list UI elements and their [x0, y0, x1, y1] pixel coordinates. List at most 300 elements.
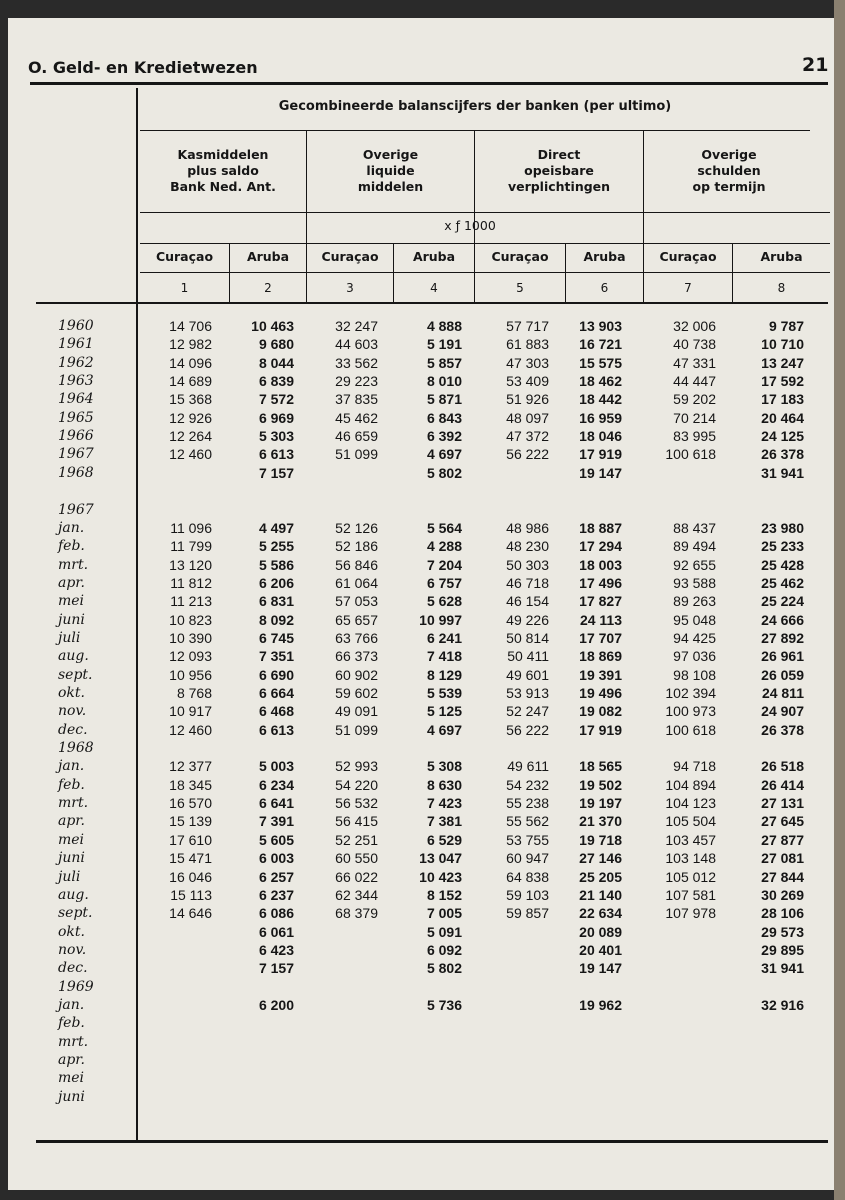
column-group-3-line-3: verplichtingen: [507, 179, 611, 194]
subheader-rule: [140, 272, 830, 273]
table-cell: 25 233: [761, 538, 804, 555]
table-cell: 5 125: [426, 703, 462, 720]
table-cell: 100 618: [665, 721, 716, 738]
table-cell: 57 717: [506, 318, 549, 334]
table-cell: 64 838: [506, 868, 549, 885]
table-cell: 19 718: [579, 831, 622, 848]
table-cell: 21 140: [579, 886, 622, 903]
table-cell: 19 496: [579, 685, 622, 701]
table-cell: 5 802: [426, 960, 462, 977]
table-cell: 40 738: [673, 336, 716, 353]
table-cell: 54 232: [506, 776, 549, 793]
table-cell: 6 641: [258, 795, 294, 812]
table-cell: 17 919: [579, 721, 622, 738]
table-cell: 24 907: [761, 703, 804, 720]
column-number-2: 2: [264, 281, 272, 295]
table-cell: 4 697: [426, 446, 462, 463]
column-group-3-line-2: opeisbare: [524, 163, 594, 178]
row-label: juni: [58, 1088, 85, 1105]
table-cell: 65 657: [335, 611, 378, 628]
table-cell: 5 857: [426, 354, 462, 371]
row-label: 1964: [58, 391, 94, 408]
table-cell: 6 839: [258, 373, 294, 390]
row-label: mrt.: [58, 1033, 89, 1050]
table-cell: 19 147: [579, 960, 622, 977]
table-cell: 94 718: [673, 758, 716, 775]
table-cell: 24 125: [761, 428, 804, 445]
table-cell: 103 148: [665, 850, 716, 867]
table-cell: 26 059: [761, 666, 804, 683]
table-cell: 12 460: [169, 446, 212, 463]
row-label: jan.: [58, 519, 85, 536]
table-cell: 47 372: [506, 428, 549, 445]
table-cell: 22 634: [579, 905, 622, 922]
table-cell: 25 462: [761, 574, 804, 591]
table-cell: 100 973: [665, 703, 716, 720]
column-group-3-line-1: Direct: [537, 147, 581, 162]
table-cell: 18 565: [579, 758, 622, 775]
subheader-2: Aruba: [246, 249, 290, 264]
table-cell: 98 108: [673, 666, 716, 683]
table-cell: 6 613: [258, 721, 294, 738]
table-cell: 95 048: [673, 611, 716, 628]
table-cell: 50 814: [506, 629, 549, 646]
column-number-5: 5: [516, 281, 524, 295]
table-cell: 27 146: [579, 850, 622, 867]
table-cell: 10 997: [419, 611, 462, 628]
table-cell: 6 757: [426, 574, 462, 591]
table-cell: 46 154: [506, 593, 549, 610]
table-cell: 26 518: [761, 758, 804, 775]
row-label: mei: [58, 593, 85, 610]
table-cell: 45 462: [335, 409, 378, 426]
table-cell: 59 857: [506, 905, 549, 922]
table-cell: 6 061: [258, 923, 294, 940]
table-cell: 24 666: [761, 611, 804, 628]
table-cell: 55 562: [506, 813, 549, 830]
table-cell: 6 664: [258, 685, 294, 701]
table-cell: 24 113: [579, 611, 622, 628]
column-group-2-line-2: liquide: [366, 163, 415, 178]
table-cell: 6 690: [258, 666, 294, 683]
table-cell: 5 308: [426, 758, 462, 775]
row-label: apr.: [58, 1052, 85, 1068]
table-cell: 26 414: [761, 776, 804, 793]
table-cell: 47 303: [506, 354, 549, 371]
table-cell: 27 131: [761, 795, 804, 812]
table-cell: 6 745: [258, 629, 294, 646]
table-cell: 6 234: [258, 776, 294, 793]
table-cell: 89 494: [673, 538, 716, 555]
table-cell: 6 392: [426, 428, 462, 445]
table-cell: 6 831: [258, 593, 294, 610]
table-cell: 12 377: [169, 758, 212, 775]
table-cell: 17 592: [761, 373, 804, 390]
table-cell: 5 003: [258, 758, 294, 775]
column-number-7: 7: [684, 281, 692, 295]
row-label: 1960: [58, 318, 94, 334]
table-cell: 20 401: [579, 941, 622, 958]
table-cell: 24 811: [761, 685, 804, 701]
table-cell: 4 888: [426, 318, 462, 334]
table-cell: 21 370: [579, 813, 622, 830]
table-cell: 9 680: [258, 336, 294, 353]
table-cell: 7 351: [258, 648, 294, 665]
table-cell: 19 082: [579, 703, 622, 720]
table-cell: 7 418: [426, 648, 462, 665]
title-rule: [140, 130, 810, 131]
table-cell: 49 091: [335, 703, 378, 720]
table-cell: 62 344: [335, 886, 378, 903]
row-label: juli: [58, 629, 81, 646]
table-cell: 7 157: [258, 464, 294, 481]
table-cell: 18 046: [579, 428, 622, 445]
table-cell: 6 200: [258, 996, 294, 1013]
table-cell: 12 982: [169, 336, 212, 353]
table-cell: 19 197: [579, 795, 622, 812]
table-cell: 105 504: [665, 813, 716, 830]
table-cell: 4 288: [426, 538, 462, 555]
table-cell: 7 423: [426, 795, 462, 812]
table-cell: 5 303: [258, 428, 294, 445]
table-cell: 17 183: [761, 391, 804, 408]
table-cell: 11 812: [170, 574, 212, 591]
section-title: O. Geld- en Kredietwezen: [28, 58, 258, 77]
table-cell: 47 331: [673, 354, 716, 371]
table-cell: 27 844: [761, 868, 804, 885]
table-cell: 59 602: [335, 685, 378, 701]
table-cell: 46 718: [506, 574, 549, 591]
table-cell: 6 423: [258, 941, 294, 958]
row-label: mrt.: [58, 556, 89, 573]
table-cell: 49 611: [507, 758, 549, 775]
table-cell: 107 978: [665, 905, 716, 922]
table-cell: 10 917: [169, 703, 212, 720]
table-cell: 14 689: [169, 373, 212, 390]
table-cell: 26 961: [761, 648, 804, 665]
table-cell: 32 247: [335, 318, 378, 334]
table-cell: 52 126: [335, 519, 378, 536]
table-cell: 37 835: [335, 391, 378, 408]
table-cell: 53 755: [506, 831, 549, 848]
column-group-4-line-3: op termijn: [692, 179, 766, 194]
row-label: feb.: [58, 538, 85, 555]
table-cell: 48 230: [506, 538, 549, 555]
table-cell: 16 721: [579, 336, 622, 353]
table-cell: 7 005: [426, 905, 462, 922]
table-cell: 8 768: [176, 685, 212, 701]
table-cell: 88 437: [673, 519, 716, 536]
table-cell: 56 846: [335, 556, 378, 573]
page-number: 21: [802, 54, 829, 76]
table-cell: 6 086: [258, 905, 294, 922]
subheader-7: Curaçao: [659, 249, 717, 264]
column-group-2-line-3: middelen: [357, 179, 424, 194]
table-cell: 29 895: [761, 941, 804, 958]
table-cell: 8 092: [258, 611, 294, 628]
table-cell: 27 877: [761, 831, 804, 848]
row-label: nov.: [58, 941, 87, 958]
table-cell: 52 993: [335, 758, 378, 775]
table-cell: 59 202: [673, 391, 716, 408]
table-cell: 25 428: [761, 556, 804, 573]
table-cell: 13 047: [419, 850, 462, 867]
table-cell: 28 106: [761, 905, 804, 922]
table-cell: 104 894: [665, 776, 716, 793]
table-cell: 9 787: [768, 318, 804, 334]
row-label: 1968: [58, 464, 94, 481]
table-cell: 5 605: [258, 831, 294, 848]
bottom-rule: [36, 1140, 828, 1143]
table-cell: 8 129: [426, 666, 462, 683]
table-cell: 6 206: [258, 574, 294, 591]
table-cell: 107 581: [665, 886, 716, 903]
table-cell: 15 113: [170, 886, 212, 903]
table-cell: 5 539: [426, 685, 462, 701]
column-number-6: 6: [600, 281, 609, 295]
table-cell: 31 941: [761, 464, 804, 481]
table-cell: 16 046: [169, 868, 212, 885]
table-cell: 17 827: [579, 593, 622, 610]
table-cell: 32 916: [761, 996, 804, 1013]
subheader-1: Curaçao: [155, 249, 214, 264]
table-cell: 7 381: [426, 813, 462, 830]
table-cell: 66 373: [335, 648, 378, 665]
row-label: sept.: [58, 905, 93, 922]
table-cell: 8 010: [426, 373, 462, 390]
subheader-4: Aruba: [412, 249, 456, 264]
column-group-4-line-2: schulden: [697, 163, 761, 178]
row-label: juli: [58, 868, 81, 885]
table-cell: 4 697: [426, 721, 462, 738]
table-cell: 6 969: [258, 409, 294, 426]
table-cell: 27 645: [761, 813, 804, 830]
row-label: mrt.: [58, 795, 89, 812]
table-cell: 6 237: [258, 886, 294, 903]
table-cell: 50 411: [507, 648, 549, 665]
table-cell: 5 191: [426, 336, 462, 353]
table-cell: 51 926: [506, 391, 549, 408]
table-cell: 15 575: [579, 354, 622, 371]
table-cell: 70 214: [673, 409, 716, 426]
table-cell: 63 766: [335, 629, 378, 646]
row-label: 1969: [58, 978, 94, 995]
table-cell: 20 464: [761, 409, 804, 426]
table-cell: 14 706: [169, 318, 212, 334]
row-label: juni: [58, 611, 85, 628]
table-cell: 18 345: [169, 776, 212, 793]
table-cell: 49 601: [506, 666, 549, 683]
column-group-1-line-2: plus saldo: [187, 163, 259, 178]
table-cell: 33 562: [335, 354, 378, 371]
table-cell: 5 628: [426, 593, 462, 610]
table-cell: 44 447: [673, 373, 716, 390]
table-cell: 49 226: [506, 611, 549, 628]
table-cell: 18 442: [579, 391, 622, 408]
table-cell: 12 093: [169, 648, 212, 665]
table-cell: 11 799: [170, 538, 212, 555]
table-cell: 19 391: [579, 666, 622, 683]
table-cell: 5 586: [258, 556, 294, 573]
table-cell: 6 529: [426, 831, 462, 848]
table-cell: 18 003: [579, 556, 622, 573]
subheader-3: Curaçao: [321, 249, 379, 264]
table-cell: 18 869: [579, 648, 622, 665]
table-cell: 27 081: [761, 850, 804, 867]
table-cell: 6 003: [258, 850, 294, 867]
colnum-rule: [36, 302, 828, 304]
table-cell: 6 092: [426, 941, 462, 958]
table-cell: 53 409: [506, 373, 549, 390]
table-cell: 8 630: [426, 776, 462, 793]
table-cell: 61 883: [506, 336, 549, 353]
table-cell: 5 564: [426, 519, 462, 536]
row-label: 1965: [58, 409, 94, 426]
header-rule: [30, 82, 828, 85]
group-rule: [140, 212, 830, 213]
table-cell: 56 222: [506, 446, 549, 463]
row-label: mei: [58, 831, 85, 848]
table-cell: 66 022: [335, 868, 378, 885]
table-cell: 60 902: [335, 666, 378, 683]
row-label: sept.: [58, 666, 93, 683]
table-cell: 12 926: [169, 409, 212, 426]
table-cell: 5 871: [426, 391, 462, 408]
row-label: feb.: [58, 1015, 85, 1032]
subheader-6: Aruba: [583, 249, 626, 264]
table-cell: 14 646: [169, 905, 212, 922]
table-cell: 10 956: [169, 666, 212, 683]
row-label: mei: [58, 1070, 85, 1087]
row-label: 1963: [58, 373, 94, 390]
table-cell: 68 379: [335, 905, 378, 922]
unit-label: x ƒ 1000: [444, 218, 496, 233]
table-cell: 25 205: [579, 868, 622, 885]
table-cell: 105 012: [665, 868, 716, 885]
table-cell: 102 394: [665, 685, 716, 701]
table-cell: 51 099: [335, 446, 378, 463]
table-cell: 19 962: [579, 996, 622, 1013]
table-cell: 19 502: [579, 776, 622, 793]
table-cell: 56 532: [335, 795, 378, 812]
row-label: aug.: [58, 886, 89, 903]
table-cell: 10 390: [169, 629, 212, 646]
table-cell: 103 457: [665, 831, 716, 848]
row-label: 1966: [58, 428, 94, 445]
table-cell: 16 959: [579, 409, 622, 426]
table-cell: 25 224: [761, 593, 804, 610]
table-cell: 18 462: [579, 373, 622, 390]
table-cell: 6 468: [258, 703, 294, 720]
row-label: 1968: [58, 740, 94, 757]
table-cell: 30 269: [761, 886, 804, 903]
table-cell: 23 980: [761, 519, 804, 536]
table-cell: 5 255: [258, 538, 294, 555]
column-number-1: 1: [180, 281, 189, 295]
table-cell: 4 497: [258, 519, 294, 536]
table-cell: 57 053: [335, 593, 378, 610]
column-group-2-line-1: Overige: [362, 147, 419, 162]
table-cell: 52 186: [335, 538, 378, 555]
table-cell: 26 378: [761, 721, 804, 738]
table-cell: 15 139: [169, 813, 212, 830]
column-number-8: 8: [777, 281, 786, 295]
row-label: dec.: [58, 721, 88, 738]
table-cell: 6 843: [426, 409, 462, 426]
row-label: dec.: [58, 960, 88, 977]
table-cell: 56 415: [335, 813, 378, 830]
table-cell: 51 099: [335, 721, 378, 738]
row-label: 1967: [58, 501, 94, 518]
table-cell: 6 257: [258, 868, 294, 885]
table-cell: 20 089: [579, 923, 622, 940]
column-number-3: 3: [346, 281, 354, 295]
table-cell: 10 710: [761, 336, 804, 353]
table-cell: 8 152: [426, 886, 462, 903]
table-cell: 10 823: [169, 611, 212, 628]
table-cell: 31 941: [761, 960, 804, 977]
table-cell: 59 103: [506, 886, 549, 903]
table-cell: 13 903: [579, 318, 622, 334]
row-label: 1962: [58, 354, 94, 371]
table-cell: 104 123: [665, 795, 716, 812]
table-cell: 56 222: [506, 721, 549, 738]
table-cell: 17 919: [579, 446, 622, 463]
table-cell: 19 147: [579, 464, 622, 481]
table-cell: 17 610: [169, 831, 212, 848]
table-cell: 53 913: [506, 685, 549, 701]
table-cell: 7 572: [258, 391, 294, 408]
table-cell: 92 655: [673, 556, 716, 573]
subheader-5: Curaçao: [491, 249, 549, 264]
table-cell: 61 064: [335, 574, 378, 591]
table-title: Gecombineerde balanscijfers der banken (per ultimo): [278, 99, 672, 114]
row-label: 1961: [58, 336, 94, 353]
table-cell: 44 603: [335, 336, 378, 353]
table-cell: 48 986: [506, 519, 549, 536]
table-cell: 6 241: [426, 629, 462, 646]
table-cell: 46 659: [335, 428, 378, 445]
table-cell: 15 368: [169, 391, 212, 408]
table-cell: 5 802: [426, 464, 462, 481]
row-label: apr.: [58, 813, 85, 830]
table-cell: 93 588: [673, 574, 716, 591]
table-cell: 12 460: [169, 721, 212, 738]
table-cell: 50 303: [506, 556, 549, 573]
row-label: aug.: [58, 648, 89, 665]
table-cell: 94 425: [673, 629, 716, 646]
table-cell: 52 251: [335, 831, 378, 848]
table-cell: 14 096: [169, 354, 212, 371]
table-cell: 13 120: [169, 556, 212, 573]
table-cell: 60 550: [335, 850, 378, 867]
table-cell: 17 496: [579, 574, 622, 591]
table-cell: 29 223: [335, 373, 378, 390]
table-cell: 11 213: [170, 593, 212, 610]
row-label: okt.: [58, 923, 85, 940]
table-cell: 7 204: [426, 556, 462, 573]
row-label: jan.: [58, 996, 85, 1013]
book-spine: [834, 0, 845, 1200]
table-cell: 54 220: [335, 776, 378, 793]
table-cell: 27 892: [761, 629, 804, 646]
table-cell: 12 264: [169, 428, 212, 445]
row-label: apr.: [58, 574, 85, 591]
table-cell: 48 097: [506, 409, 549, 426]
table-cell: 29 573: [761, 923, 804, 940]
table-cell: 52 247: [506, 703, 549, 720]
row-label: okt.: [58, 685, 85, 701]
